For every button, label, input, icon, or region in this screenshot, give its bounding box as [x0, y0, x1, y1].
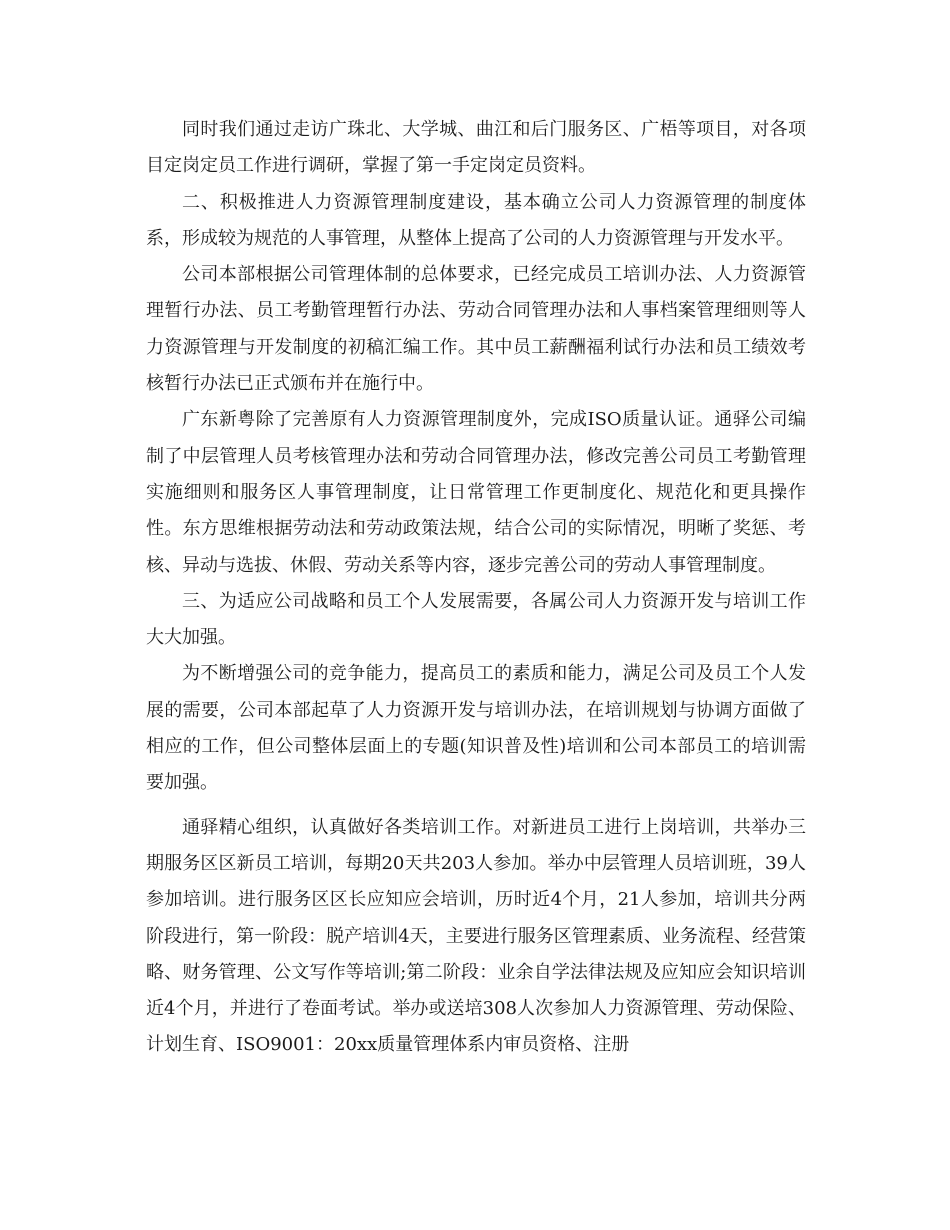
paragraph-7: 通驿精心组织，认真做好各类培训工作。对新进员工进行上岗培训，共举办三期服务区区新员工培训，每期20天共203人参加。举办中层管理人员培训班，39人参加培训。进行服务区区长应知应会培训，历时近4个月，21人参加，培训共分两阶段进行，第一阶段：脱产培训4天，主要进行服务区管理素质、业务流程、经营策略、财务管理、公文写作等培训;第二阶段：业余自学法律法规及应知应会知识培训近4个月，并进行了卷面考试。举办或送培308人次参加人力资源管理、劳动保险、计划生育、ISO9001：20xx质量管理体系内审员资格、注册 [146, 816, 806, 1056]
paragraph-5: 三、为适应公司战略和员工个人发展需要，各属公司人力资源开发与培训工作大大加强。 [146, 590, 806, 649]
paragraph-6: 为不断增强公司的竞争能力，提高员工的素质和能力，满足公司及员工个人发展的需要，公司本部起草了人力资源开发与培训办法，在培训规划与协调方面做了相应的工作，但公司整体层面上的专题(知识普及性)培训和公司本部员工的培训需要加强。 [146, 663, 806, 794]
paragraph-3: 公司本部根据公司管理体制的总体要求，已经完成员工培训办法、人力资源管理暂行办法、员工考勤管理暂行办法、劳动合同管理办法和人事档案管理细则等人力资源管理与开发制度的初稿汇编工作。其中员工薪酬福利试行办法和员工绩效考核暂行办法已正式颁布并在施行中。 [146, 264, 806, 395]
paragraph-2: 二、积极推进人力资源管理制度建设，基本确立公司人力资源管理的制度体系，形成较为规范的人事管理，从整体上提高了公司的人力资源管理与开发水平。 [146, 191, 806, 249]
document-body [146, 112, 806, 1064]
paragraph-1: 同时我们通过走访广珠北、大学城、曲江和后门服务区、广梧等项目，对各项目定岗定员工作进行调研，掌握了第一手定岗定员资料。 [146, 119, 806, 177]
paragraph-4: 广东新粤除了完善原有人力资源管理制度外，完成ISO质量认证。通驿公司编制了中层管理人员考核管理办法和劳动合同管理办法，修改完善公司员工考勤管理实施细则和服务区人事管理制度，让日常管理工作更制度化、规范化和更具操作性。东方思维根据劳动法和劳动政策法规，结合公司的实际情况，明晰了奖惩、考核、异动与选拔、休假、劳动关系等内容，逐步完善公司的劳动人事管理制度。 [146, 409, 806, 576]
